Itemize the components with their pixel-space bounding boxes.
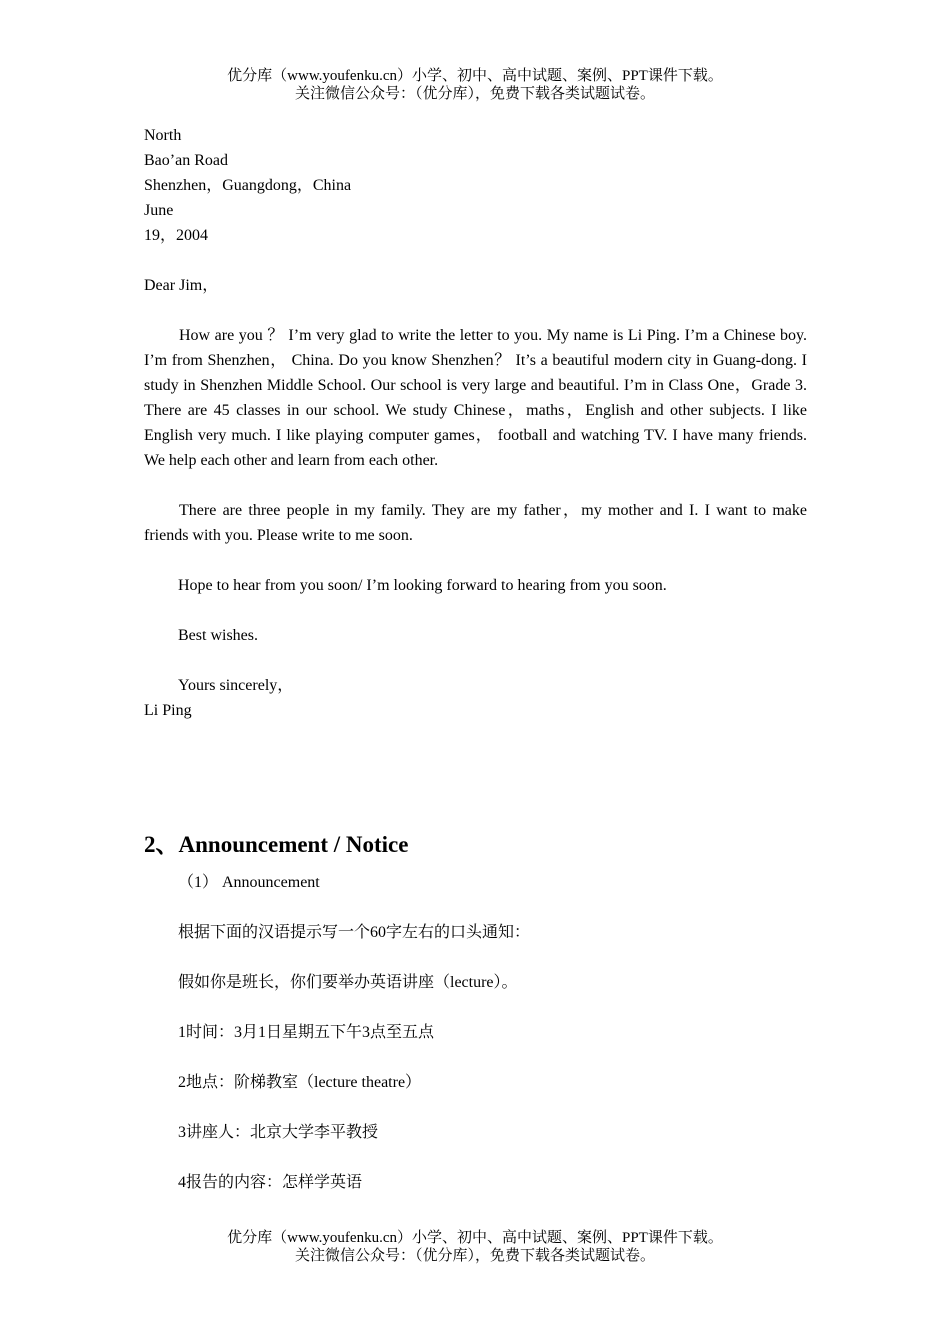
page-header — [0, 67, 950, 103]
footer-line-2: 关注微信公众号：（优分库），免费下载各类试题试卷。 — [294, 1248, 655, 1264]
section-title: 2、Announcement / Notice — [144, 832, 409, 857]
letter-signature: Li Ping — [144, 702, 192, 719]
header-line-2: 关注微信公众号：（优分库），免费下载各类试题试卷。 — [294, 86, 655, 102]
address-line: Shenzhen，Guangdong，China — [144, 177, 352, 194]
letter-body — [144, 123, 807, 723]
address-line: June — [144, 202, 174, 219]
letter-wishes: Best wishes. — [178, 627, 258, 644]
page-footer — [0, 1229, 950, 1265]
task-item: 3讲座人：北京大学李平教授 — [178, 1124, 379, 1141]
section-subtitle: （1） Announcement — [178, 874, 320, 891]
letter-paragraph-2: There are three people in my family. They are my father，my mother and I. I want to make friends with you. Please write to me soon. — [144, 502, 807, 544]
letter-paragraph-1: How are you ？ I’m very glad to write the letter to you. My name is Li Ping. I’m a Chinese boy. I’m from Shenzhen， China. Do you know Shenzhen？ It’s a beautiful modern city in Guang-dong. I study in Shenzhen Middle School. Our school is very large and beautiful. I’m in Class One，Grade 3. There are 45 classes in our school. We study Chinese，maths，English and other subjects. I like English very much. I like playing computer games， football and watching TV. I have many friends. We help each other and learn from each other. — [144, 327, 808, 469]
address-line: Bao’an Road — [144, 152, 228, 169]
letter-salutation: Dear Jim， — [144, 277, 219, 294]
letter-hope-line: Hope to hear from you soon/ I’m looking forward to hearing from you soon. — [178, 577, 667, 594]
letter-closing: Yours sincerely， — [178, 677, 294, 694]
address-line: 19，2004 — [144, 227, 209, 244]
task-item: 4报告的内容：怎样学英语 — [178, 1174, 363, 1191]
task-instruction: 根据下面的汉语提示写一个60字左右的口头通知： — [178, 924, 531, 941]
announcement-section — [144, 870, 807, 1195]
task-item: 2地点：阶梯教室（lecture theatre） — [178, 1074, 422, 1091]
footer-line-1: 优分库（www.youfenku.cn）小学、初中、高中试题、案例、PPT课件下载。 — [227, 1230, 723, 1246]
address-line: North — [144, 127, 182, 144]
header-line-1: 优分库（www.youfenku.cn）小学、初中、高中试题、案例、PPT课件下载。 — [227, 68, 723, 84]
task-item: 1时间：3月1日星期五下午3点至五点 — [178, 1024, 435, 1041]
task-scenario: 假如你是班长，你们要举办英语讲座（lecture）。 — [178, 974, 518, 991]
